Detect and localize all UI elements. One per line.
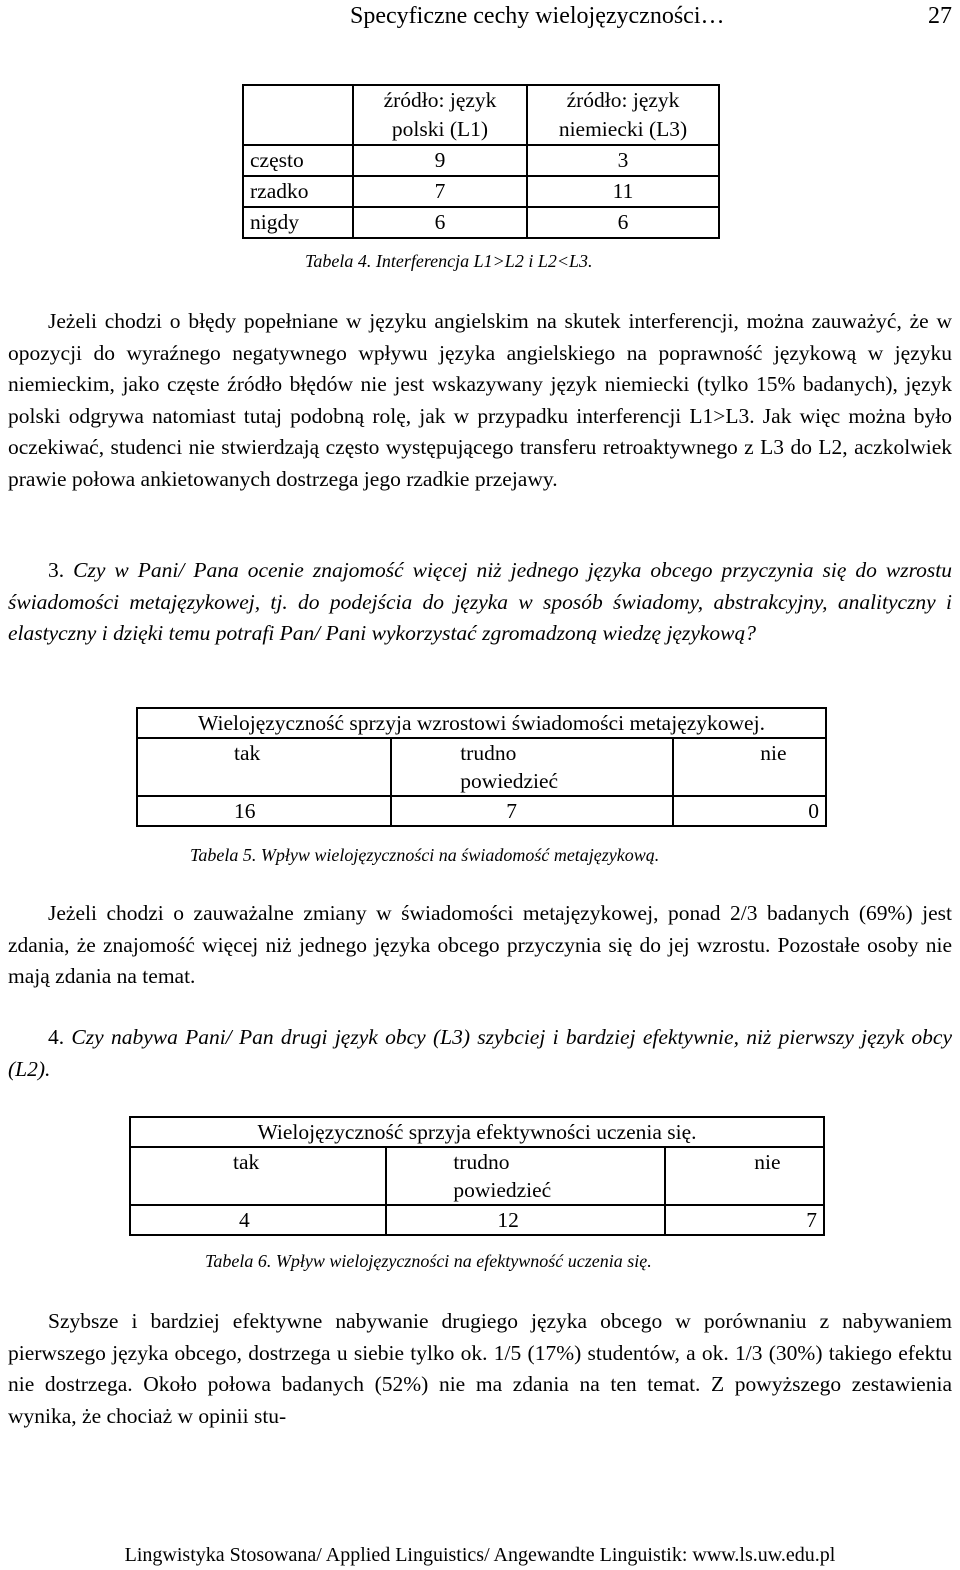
table-corner-cell (243, 85, 353, 145)
survey-question (8, 555, 952, 650)
paragraph-text: Jeżeli chodzi o błędy popełniane w języku angielskim na skutek interferencji, można zauważyć, że w opozycji do wyraźnego negatywnego wpływu języka angielskiego na poprawność językową w języku niemieckim, jako częste źródło błędów nie jest wskazywany język niemiecki (tylko 15% badanych), język polski odgrywa natomiast tutaj podobną rolę, jak w przypadku interferencji L1>L3. Jak więc można było oczekiwać, studenci nie stwierdzają często występującego transferu retroaktywnego z L3 do L2, aczkolwiek prawie połowa ankietowanych dostrzega jego rzadkie przejawy. (8, 309, 952, 491)
table-header-cell: tak (137, 738, 391, 796)
row-label: często (243, 145, 353, 176)
table-cell: 12 (386, 1205, 665, 1235)
paragraph-text: Jeżeli chodzi o zauważalne zmiany w świadomości metajęzykowej, ponad 2/3 badanych (69%) jest zdania, że znajomość więcej niż jednego języka obcego przyczynia się do jej wzrostu. Pozostałe osoby nie mają zdania na temat. (8, 901, 952, 988)
table-cell: 9 (353, 145, 527, 176)
survey-question (8, 1022, 952, 1085)
table-interference (242, 84, 720, 239)
body-paragraph (8, 1306, 952, 1432)
paragraph-text: Szybsze i bardziej efektywne nabywanie drugiego języka obcego w porównaniu z nabywaniem pierwszego języka obcego, dostrzega u siebie tylko ok. 1/5 (17%) studentów, a ok. 1/3 (30%) takiego efektu nie dostrzega. Około połowa badanych (52%) nie ma zdania na ten temat. Z powyższego zestawienia wynika, że chociaż w opinii stu- (8, 1309, 952, 1428)
table-row (130, 1205, 824, 1235)
table-cell: 3 (527, 145, 719, 176)
table-header-row (137, 738, 826, 796)
table-header-cell: trudno powiedzieć (391, 738, 673, 796)
table-cell: 6 (353, 207, 527, 238)
table-row (243, 176, 719, 207)
table-cell: 0 (673, 796, 826, 826)
table-header-cell: nie (673, 738, 826, 796)
table-cell: 7 (353, 176, 527, 207)
body-paragraph (8, 898, 952, 993)
table-cell: 7 (665, 1205, 824, 1235)
table-caption: Tabela 6. Wpływ wielojęzyczności na efektywność uczenia się. (205, 1251, 652, 1271)
table-header-cell: trudno powiedzieć (386, 1147, 665, 1205)
table-title-row (137, 708, 826, 738)
question-text: Czy nabywa Pani/ Pan drugi język obcy (L3) szybciej i bardziej efektywnie, niż pierwszy język obcy (L2). (8, 1025, 953, 1081)
table-row (243, 207, 719, 238)
table-title: Wielojęzyczność sprzyja efektywności uczenia się. (130, 1117, 824, 1147)
row-label: rzadko (243, 176, 353, 207)
table-cell: 7 (391, 796, 673, 826)
table-caption: Tabela 4. Interferencja L1>L2 i L2<L3. (305, 251, 593, 271)
table-header-cell: źródło: język niemiecki (L3) (527, 85, 719, 145)
table-metalinguistic (136, 707, 827, 827)
table-cell: 6 (527, 207, 719, 238)
body-paragraph (8, 306, 952, 495)
running-title: Specyficzne cechy wielojęzyczności… (350, 3, 725, 29)
table-cell: 4 (130, 1205, 386, 1235)
question-text: Czy w Pani/ Pana ocenie znajomość więcej niż jednego języka obcego przyczynia się do wzrostu świadomości metajęzykowej, tj. do podejścia do języka w sposób świadomy, abstrakcyjny, analityczny i elastyczny i dzięki temu potrafi Pan/ Pani wykorzystać zgromadzoną wiedzę językową? (8, 558, 952, 645)
table-cell: 11 (527, 176, 719, 207)
table-row (243, 145, 719, 176)
running-head (0, 0, 960, 40)
table-header-cell: nie (665, 1147, 824, 1205)
table-header-cell: źródło: język polski (L1) (353, 85, 527, 145)
table-title-row (130, 1117, 824, 1147)
question-number: 3. (48, 558, 65, 582)
page-footer: Lingwistyka Stosowana/ Applied Linguistics/ Angewandte Linguistik: www.ls.uw.edu.pl (124, 1544, 836, 1566)
table-header-cell: tak (130, 1147, 386, 1205)
table-cell: 16 (137, 796, 391, 826)
table-header-row (130, 1147, 824, 1205)
table-caption: Tabela 5. Wpływ wielojęzyczności na świadomość metajęzykową. (190, 845, 660, 865)
row-label: nigdy (243, 207, 353, 238)
table-row (137, 796, 826, 826)
table-header-row (243, 85, 719, 145)
table-title: Wielojęzyczność sprzyja wzrostowi świadomości metajęzykowej. (137, 708, 826, 738)
table-learning-efficiency (129, 1116, 825, 1236)
page-number: 27 (928, 3, 952, 29)
question-number: 4. (48, 1025, 65, 1049)
